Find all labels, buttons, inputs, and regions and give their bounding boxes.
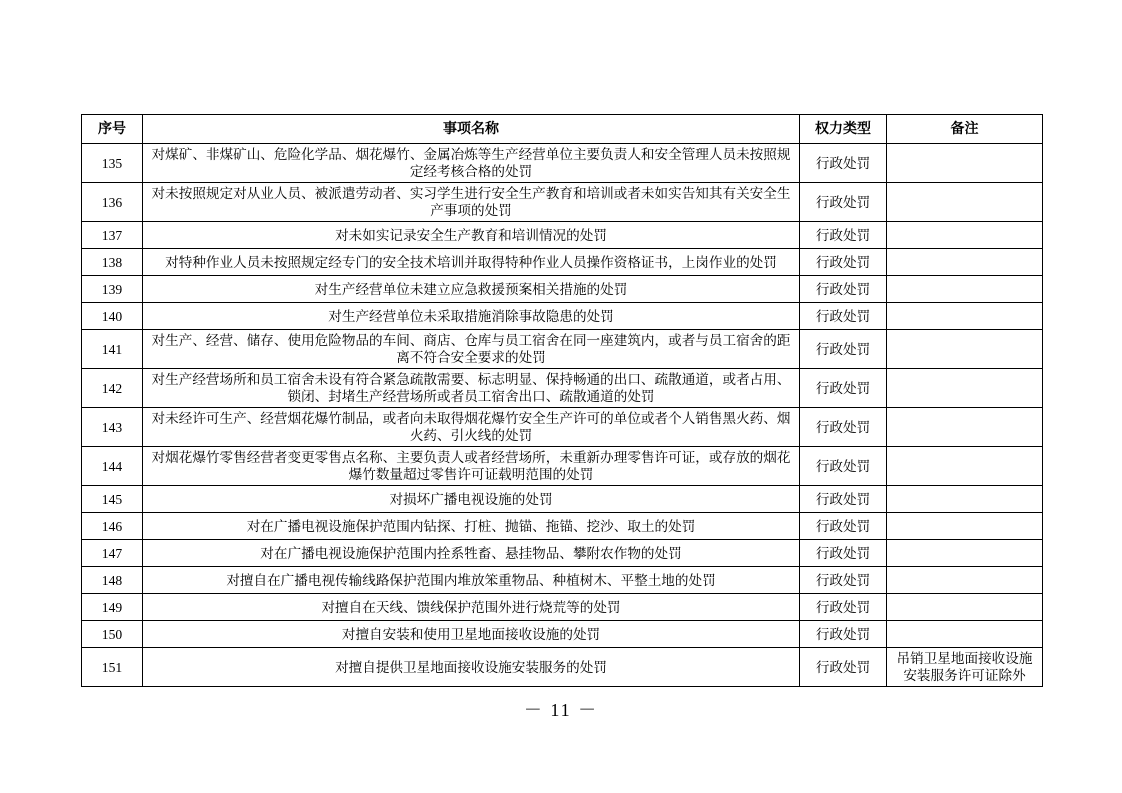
- item-name-cell: 对生产经营场所和员工宿舍未设有符合紧急疏散需要、标志明显、保持畅通的出口、疏散通道，或者占用、锁闭、封堵生产经营场所或者员工宿舍出口、疏散通道的处罚: [143, 369, 800, 408]
- remarks-cell: [887, 621, 1043, 648]
- power-type-cell: 行政处罚: [800, 183, 887, 222]
- item-name-cell: 对在广播电视设施保护范围内拴系牲畜、悬挂物品、攀附农作物的处罚: [143, 540, 800, 567]
- item-name-cell: 对在广播电视设施保护范围内钻探、打桩、抛锚、拖锚、挖沙、取土的处罚: [143, 513, 800, 540]
- item-name-cell: 对未如实记录安全生产教育和培训情况的处罚: [143, 222, 800, 249]
- table-row: [82, 276, 1043, 303]
- item-name-cell: 对生产经营单位未采取措施消除事故隐患的处罚: [143, 303, 800, 330]
- page-number: － 11 －: [523, 700, 599, 720]
- table-row: [82, 540, 1043, 567]
- serial-number-cell: 138: [82, 249, 143, 276]
- penalty-items-table: [81, 114, 1043, 687]
- table-row: [82, 621, 1043, 648]
- remarks-cell: [887, 303, 1043, 330]
- power-type-cell: 行政处罚: [800, 369, 887, 408]
- serial-number-cell: 149: [82, 594, 143, 621]
- serial-number-cell: 146: [82, 513, 143, 540]
- table-row: [82, 447, 1043, 486]
- item-name-cell: 对生产经营单位未建立应急救援预案相关措施的处罚: [143, 276, 800, 303]
- remarks-cell: [887, 408, 1043, 447]
- power-type-cell: 行政处罚: [800, 222, 887, 249]
- remarks-cell: [887, 183, 1043, 222]
- power-type-cell: 行政处罚: [800, 276, 887, 303]
- table-header: [82, 115, 1043, 144]
- remarks-cell: [887, 222, 1043, 249]
- power-type-cell: 行政处罚: [800, 567, 887, 594]
- remarks-cell: [887, 567, 1043, 594]
- remarks-cell: [887, 540, 1043, 567]
- remarks-cell: [887, 447, 1043, 486]
- power-type-cell: 行政处罚: [800, 303, 887, 330]
- power-type-cell: 行政处罚: [800, 513, 887, 540]
- power-type-cell: 行政处罚: [800, 486, 887, 513]
- power-type-cell: 行政处罚: [800, 621, 887, 648]
- power-type-cell: 行政处罚: [800, 447, 887, 486]
- serial-number-cell: 135: [82, 144, 143, 183]
- item-name-cell: 对未经许可生产、经营烟花爆竹制品，或者向未取得烟花爆竹安全生产许可的单位或者个人销售黑火药、烟火药、引火线的处罚: [143, 408, 800, 447]
- remarks-cell: [887, 249, 1043, 276]
- header-serial-number: 序号: [82, 115, 143, 144]
- remarks-cell: 吊销卫星地面接收设施安装服务许可证除外: [887, 648, 1043, 687]
- power-type-cell: 行政处罚: [800, 144, 887, 183]
- table-row: [82, 486, 1043, 513]
- serial-number-cell: 150: [82, 621, 143, 648]
- item-name-cell: 对煤矿、非煤矿山、危险化学品、烟花爆竹、金属冶炼等生产经营单位主要负责人和安全管理人员未按照规定经考核合格的处罚: [143, 144, 800, 183]
- item-name-cell: 对擅自提供卫星地面接收设施安装服务的处罚: [143, 648, 800, 687]
- table-row: [82, 567, 1043, 594]
- item-name-cell: 对烟花爆竹零售经营者变更零售点名称、主要负责人或者经营场所，未重新办理零售许可证，或存放的烟花爆竹数量超过零售许可证载明范围的处罚: [143, 447, 800, 486]
- item-name-cell: 对损坏广播电视设施的处罚: [143, 486, 800, 513]
- power-type-cell: 行政处罚: [800, 330, 887, 369]
- item-name-cell: 对特种作业人员未按照规定经专门的安全技术培训并取得特种作业人员操作资格证书，上岗作业的处罚: [143, 249, 800, 276]
- serial-number-cell: 140: [82, 303, 143, 330]
- item-name-cell: 对擅自在广播电视传输线路保护范围内堆放笨重物品、种植树木、平整土地的处罚: [143, 567, 800, 594]
- header-power-type: 权力类型: [800, 115, 887, 144]
- remarks-cell: [887, 144, 1043, 183]
- serial-number-cell: 151: [82, 648, 143, 687]
- remarks-cell: [887, 594, 1043, 621]
- serial-number-cell: 144: [82, 447, 143, 486]
- table-header-row: [82, 115, 1043, 144]
- table-row: [82, 144, 1043, 183]
- power-type-cell: 行政处罚: [800, 594, 887, 621]
- remarks-cell: [887, 276, 1043, 303]
- item-name-cell: 对生产、经营、储存、使用危险物品的车间、商店、仓库与员工宿舍在同一座建筑内，或者与员工宿舍的距离不符合安全要求的处罚: [143, 330, 800, 369]
- serial-number-cell: 143: [82, 408, 143, 447]
- table-row: [82, 303, 1043, 330]
- item-name-cell: 对擅自安装和使用卫星地面接收设施的处罚: [143, 621, 800, 648]
- table-row: [82, 222, 1043, 249]
- serial-number-cell: 147: [82, 540, 143, 567]
- table-row: [82, 369, 1043, 408]
- table-body: [82, 144, 1043, 687]
- remarks-cell: [887, 486, 1043, 513]
- table-row: [82, 594, 1043, 621]
- remarks-cell: [887, 369, 1043, 408]
- table-row: [82, 330, 1043, 369]
- remarks-cell: [887, 330, 1043, 369]
- serial-number-cell: 139: [82, 276, 143, 303]
- item-name-cell: 对擅自在天线、馈线保护范围外进行烧荒等的处罚: [143, 594, 800, 621]
- power-type-cell: 行政处罚: [800, 540, 887, 567]
- serial-number-cell: 145: [82, 486, 143, 513]
- serial-number-cell: 137: [82, 222, 143, 249]
- power-type-cell: 行政处罚: [800, 408, 887, 447]
- header-remarks: 备注: [887, 115, 1043, 144]
- item-name-cell: 对未按照规定对从业人员、被派遣劳动者、实习学生进行安全生产教育和培训或者未如实告知其有关安全生产事项的处罚: [143, 183, 800, 222]
- table-row: [82, 513, 1043, 540]
- serial-number-cell: 142: [82, 369, 143, 408]
- table-row: [82, 183, 1043, 222]
- serial-number-cell: 148: [82, 567, 143, 594]
- table-row: [82, 249, 1043, 276]
- table-row: [82, 648, 1043, 687]
- table-row: [82, 408, 1043, 447]
- power-type-cell: 行政处罚: [800, 648, 887, 687]
- serial-number-cell: 141: [82, 330, 143, 369]
- header-item-name: 事项名称: [143, 115, 800, 144]
- remarks-cell: [887, 513, 1043, 540]
- serial-number-cell: 136: [82, 183, 143, 222]
- power-type-cell: 行政处罚: [800, 249, 887, 276]
